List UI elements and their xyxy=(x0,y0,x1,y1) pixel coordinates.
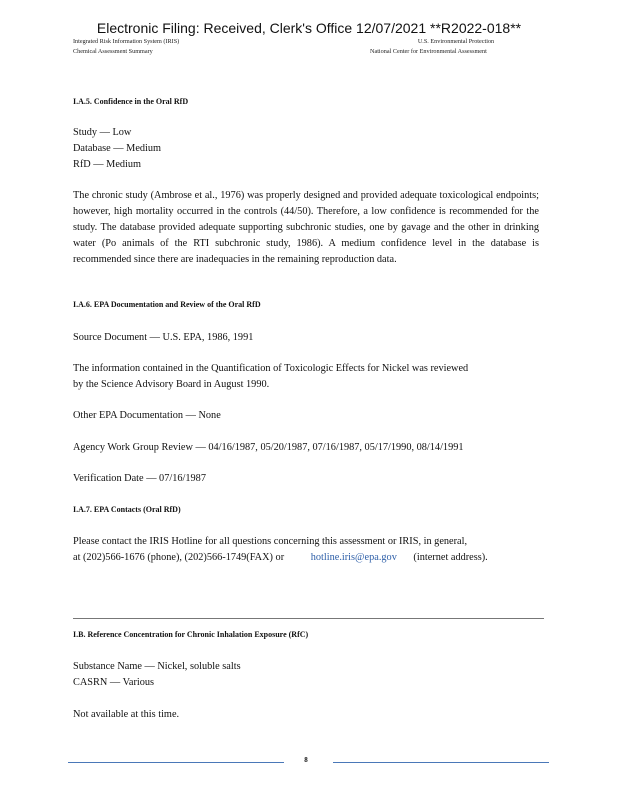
contacts-paragraph xyxy=(73,534,539,566)
section-heading-documentation: I.A.6. EPA Documentation and Review of the Oral RfD xyxy=(73,300,261,309)
database-confidence: Database — Medium xyxy=(73,143,162,154)
header-system-name: Integrated Risk Information System (IRIS) xyxy=(73,38,180,45)
footer-rule-left xyxy=(68,762,284,763)
rfc-not-available: Not available at this time. xyxy=(73,709,180,720)
agency-review: Agency Work Group Review — 04/16/1987, 05/20/1987, 07/16/1987, 05/17/1990, 08/14/1991 xyxy=(73,442,464,453)
information-line-1: The information contained in the Quantification of Toxicologic Effects for Nickel was reviewed xyxy=(73,363,469,374)
page-number: 8 xyxy=(304,756,308,764)
footer-rule-right xyxy=(333,762,549,763)
header-agency: U.S. Environmental Protection xyxy=(417,38,495,45)
section-divider xyxy=(73,618,544,619)
study-confidence: Study — Low xyxy=(73,127,132,138)
header-center: National Center for Environmental Assessment xyxy=(370,48,487,55)
confidence-paragraph xyxy=(73,188,539,268)
verification-date: Verification Date — 07/16/1987 xyxy=(73,473,206,484)
filing-stamp: Electronic Filing: Received, Clerk's Office 12/07/2021 **R2022-018** xyxy=(96,20,522,36)
hotline-email-link[interactable]: hotline.iris@epa.gov xyxy=(310,552,397,563)
confidence-paragraph-text: The chronic study (Ambrose et al., 1976) was properly designed and provided adequate toxicological endpoints; however, high mortality occurred in the controls (44/50). Therefore, a low confidence is recommended for the study. The database provided adequate supporting subchronic studies, one by gavage and the other in drinking water (Po animals of the RTI subchronic study, 1986). A medium confidence level in the database is recommended since there are inadequacies in the remaining reproduction data. xyxy=(73,190,539,265)
section-heading-confidence: I.A.5. Confidence in the Oral RfD xyxy=(73,97,189,106)
substance-info xyxy=(73,659,539,691)
contacts-line-2 xyxy=(73,550,539,566)
contacts-line-1: Please contact the IRIS Hotline for all questions concerning this assessment or IRIS, in general, xyxy=(73,536,468,547)
section-heading-rfc: I.B. Reference Concentration for Chronic Inhalation Exposure (RfC) xyxy=(73,630,309,639)
confidence-ratings xyxy=(73,125,539,173)
contacts-phone-fax: at (202)566-1676 (phone), (202)566-1749(FAX) or xyxy=(73,552,285,563)
information-line-2: by the Science Advisory Board in August 1990. xyxy=(73,379,270,390)
rfd-confidence: RfD — Medium xyxy=(73,159,142,170)
information-paragraph xyxy=(73,361,539,393)
header-doc-type: Chemical Assessment Summary xyxy=(73,48,153,55)
source-document: Source Document — U.S. EPA, 1986, 1991 xyxy=(73,332,254,343)
section-heading-contacts: I.A.7. EPA Contacts (Oral RfD) xyxy=(73,505,181,514)
contacts-internet-address: (internet address). xyxy=(413,552,488,563)
other-documentation: Other EPA Documentation — None xyxy=(73,410,221,421)
header-right xyxy=(370,37,542,57)
substance-name: Substance Name — Nickel, soluble salts xyxy=(73,661,241,672)
header-left xyxy=(73,37,273,57)
casrn: CASRN — Various xyxy=(73,677,155,688)
